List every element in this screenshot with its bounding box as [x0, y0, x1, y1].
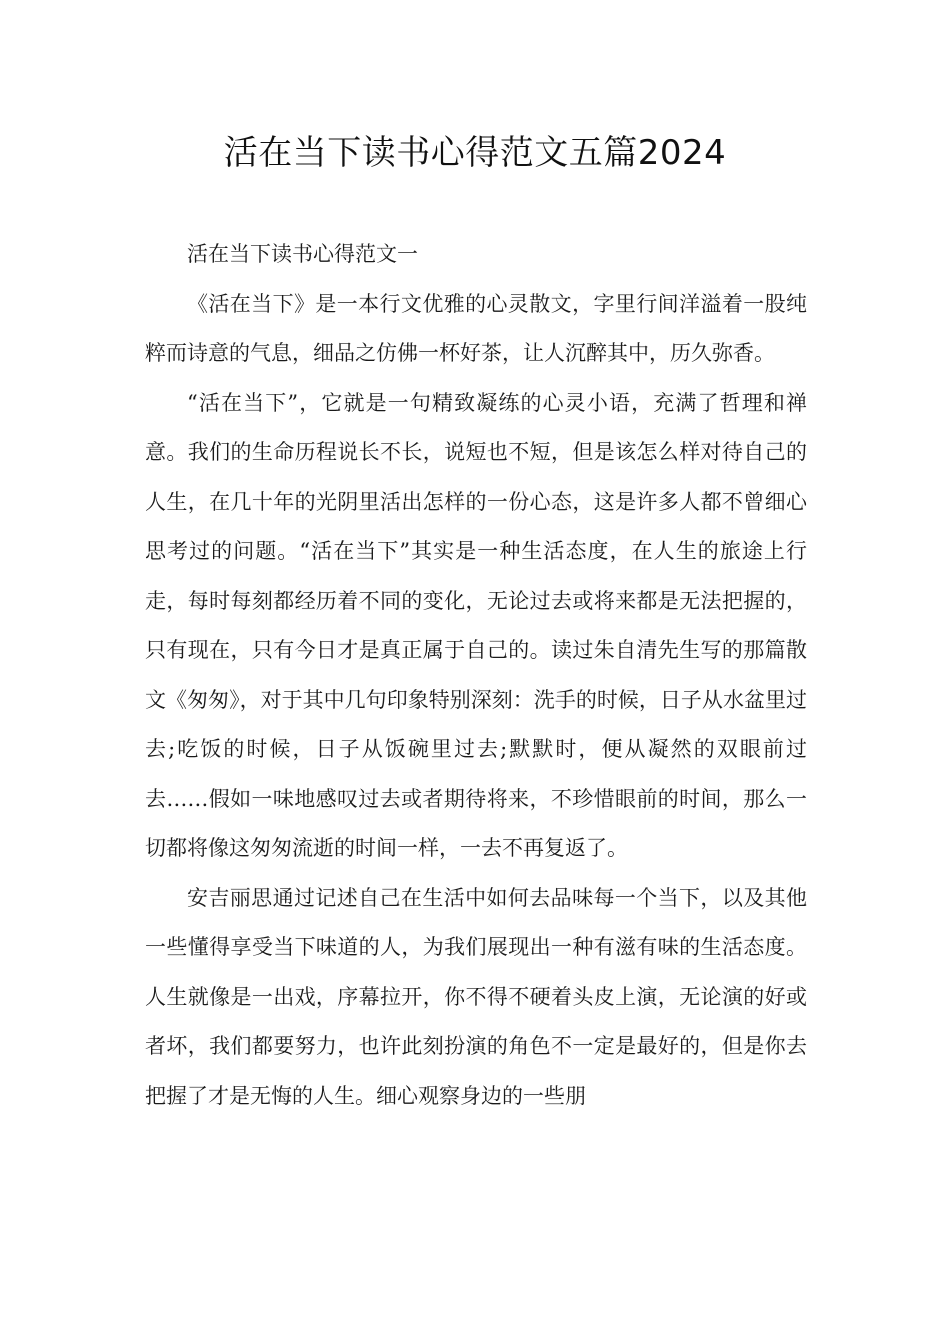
document-body — [145, 230, 807, 1121]
paragraph-2: “活在当下”，它就是一句精致凝练的心灵小语，充满了哲理和禅意。我们的生命历程说长不长，说短也不短，但是该怎么样对待自己的人生，在几十年的光阴里活出怎样的一份心态，这是许多人都不曾细心思考过的问题。“活在当下”其实是一种生活态度，在人生的旅途上行走，每时每刻都经历着不同的变化，无论过去或将来都是无法把握的，只有现在，只有今日才是真正属于自己的。读过朱自清先生写的那篇散文《匆匆》，对于其中几句印象特别深刻：洗手的时候，日子从水盆里过去;吃饭的时候，日子从饭碗里过去;默默时，便从凝然的双眼前过去……假如一味地感叹过去或者期待将来，不珍惜眼前的时间，那么一切都将像这匆匆流逝的时间一样，一去不再复返了。 — [145, 390, 807, 860]
document-title: 活在当下读书心得范文五篇2024 — [223, 133, 727, 173]
paragraph-3: 安吉丽思通过记述自己在生活中如何去品味每一个当下，以及其他一些懂得享受当下味道的人，为我们展现出一种有滋有味的生活态度。人生就像是一出戏，序幕拉开，你不得不硬着头皮上演，无论演的好或者坏，我们都要努力，也许此刻扮演的角色不一定是最好的，但是你去把握了才是无悔的人生。细心观察身边的一些朋 — [145, 885, 807, 1108]
section-heading: 活在当下读书心得范文一 — [187, 242, 418, 266]
paragraph-1: 《活在当下》是一本行文优雅的心灵散文，字里行间洋溢着一股纯粹而诗意的气息，细品之仿佛一杯好茶，让人沉醉其中，历久弥香。 — [145, 291, 807, 365]
